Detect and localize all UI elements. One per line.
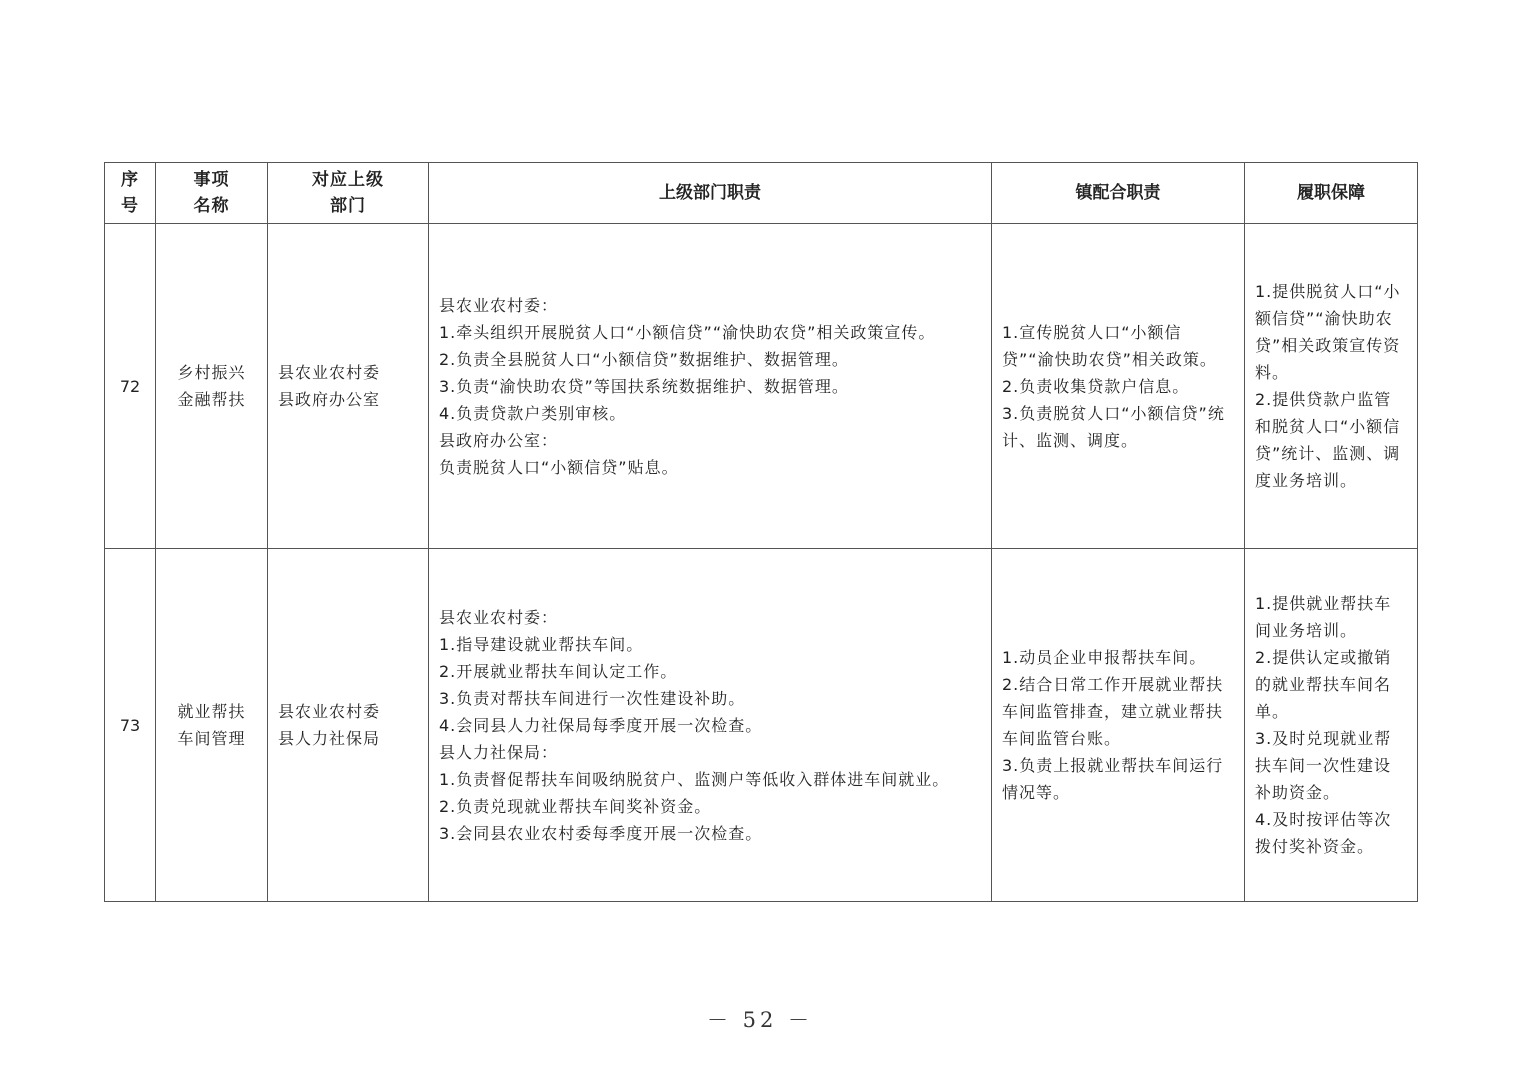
town-line: 1.动员企业申报帮扶车间。 [1002, 648, 1207, 667]
duty-line: 2.负责兑现就业帮扶车间奖补资金。 [439, 796, 712, 816]
town-line: 2.结合日常工作开展就业帮扶车间监管排查，建立就业帮扶车间监管台账。 [1002, 675, 1224, 748]
guarantee-line: 1.提供就业帮扶车间业务培训。 [1255, 594, 1392, 640]
header-seq-line: 序 [121, 170, 139, 190]
duty-line: 负责脱贫人口“小额信贷”贴息。 [439, 457, 679, 477]
duty-line: 1.负责督促帮扶车间吸纳脱贫户、监测户等低收入群体进车间就业。 [439, 769, 950, 789]
header-dept-line: 部门 [330, 196, 366, 216]
duty-line: 3.负责“渝快助农贷”等国扶系统数据维护、数据管理。 [439, 376, 849, 396]
row-dept-line: 县人力社保局 [278, 729, 381, 748]
row-duty [429, 224, 992, 549]
town-line: 2.负责收集贷款户信息。 [1002, 376, 1190, 396]
row-town [992, 549, 1245, 902]
guarantee-line: 4.及时按评估等次拨付奖补资金。 [1255, 810, 1392, 856]
duty-line: 3.会同县农业农村委每季度开展一次检查。 [439, 823, 763, 843]
guarantee-line: 3.及时兑现就业帮扶车间一次性建设补助资金。 [1255, 729, 1392, 802]
town-line: 3.负责上报就业帮扶车间运行情况等。 [1002, 756, 1224, 802]
duty-line: 2.开展就业帮扶车间认定工作。 [439, 661, 678, 681]
responsibility-table [104, 162, 1418, 902]
row-dept-line: 县政府办公室 [278, 390, 381, 409]
row-dept-line: 县农业农村委 [278, 702, 381, 721]
page-number: － 52 － [706, 1008, 814, 1032]
row-name [156, 549, 268, 902]
duty-line: 县人力社保局： [439, 742, 559, 762]
row-seq: 72 [105, 224, 156, 549]
row-guarantee [1245, 549, 1418, 902]
row-dept-line: 县农业农村委 [278, 363, 381, 382]
header-town: 镇配合职责 [992, 163, 1245, 224]
header-duty: 上级部门职责 [429, 163, 992, 224]
header-dept [268, 163, 429, 224]
row-name-line: 金融帮扶 [177, 390, 246, 409]
duty-line: 县农业农村委： [439, 295, 559, 315]
header-name-line: 事项 [193, 170, 230, 190]
row-town [992, 224, 1245, 549]
town-line: 1.宣传脱贫人口“小额信贷”“渝快助农贷”相关政策。 [1002, 322, 1217, 369]
header-name [156, 163, 268, 224]
guarantee-line: 2.提供认定或撤销的就业帮扶车间名单。 [1255, 648, 1392, 721]
header-name-line: 名称 [193, 196, 230, 216]
header-seq-line: 号 [121, 196, 139, 216]
row-dept [268, 549, 429, 902]
header-guarantee: 履职保障 [1245, 163, 1418, 224]
header-dept-line: 对应上级 [312, 170, 384, 190]
duty-line: 4.负责贷款户类别审核。 [439, 403, 627, 423]
table-row [105, 224, 1418, 549]
header-row [105, 163, 1418, 224]
duty-line: 县农业农村委： [439, 607, 559, 627]
duty-line: 2.负责全县脱贫人口“小额信贷”数据维护、数据管理。 [439, 349, 849, 369]
row-name-line: 就业帮扶 [177, 702, 246, 721]
duty-line: 1.指导建设就业帮扶车间。 [439, 634, 644, 654]
row-guarantee [1245, 224, 1418, 549]
duty-line: 1.牵头组织开展脱贫人口“小额信贷”“渝快助农贷”相关政策宣传。 [439, 322, 936, 342]
guarantee-line: 1.提供脱贫人口“小额信贷”“渝快助农贷”相关政策宣传资料。 [1255, 282, 1401, 382]
row-duty [429, 549, 992, 902]
table-row [105, 549, 1418, 902]
row-name [156, 224, 268, 549]
row-name-line: 车间管理 [177, 729, 246, 748]
duty-line: 3.负责对帮扶车间进行一次性建设补助。 [439, 688, 746, 708]
row-seq: 73 [105, 549, 156, 902]
town-line: 3.负责脱贫人口“小额信贷”统计、监测、调度。 [1002, 403, 1225, 450]
header-seq [105, 163, 156, 224]
guarantee-line: 2.提供贷款户监管和脱贫人口“小额信贷”统计、监测、调度业务培训。 [1255, 390, 1401, 490]
row-dept [268, 224, 429, 549]
duty-line: 县政府办公室： [439, 430, 559, 450]
row-name-line: 乡村振兴 [177, 363, 246, 382]
duty-line: 4.会同县人力社保局每季度开展一次检查。 [439, 715, 763, 735]
